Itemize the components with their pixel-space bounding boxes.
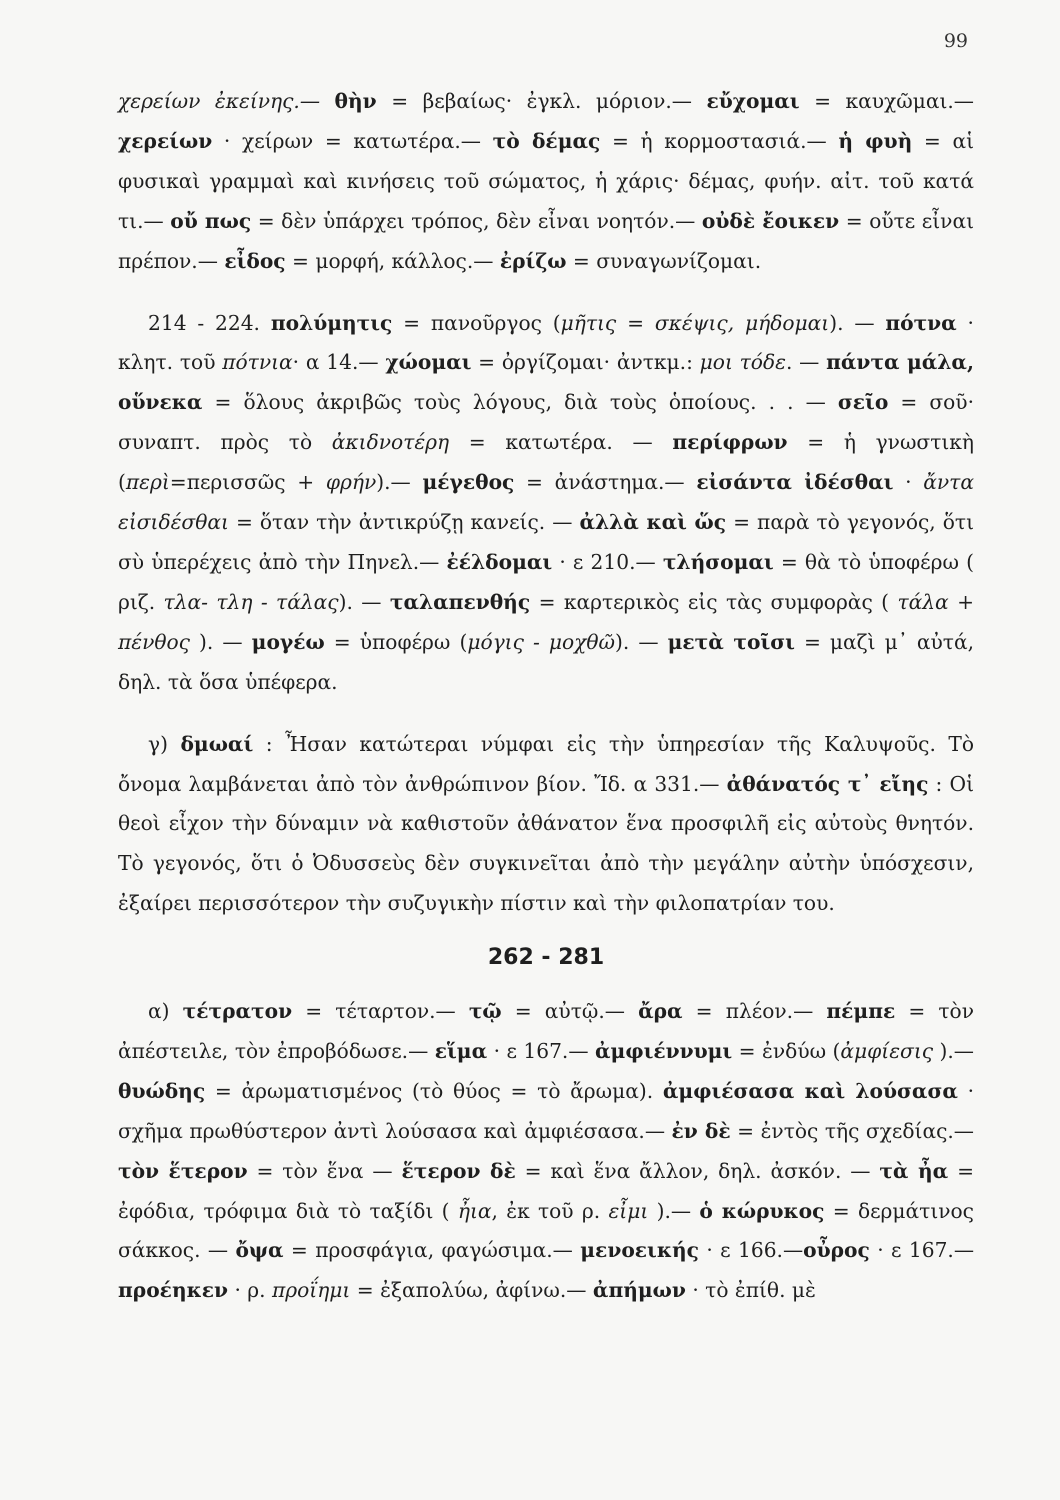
headword: ταλαπενθής bbox=[389, 589, 531, 614]
gloss-text: = βεβαίως· ἐγκλ. μόριον.— bbox=[376, 89, 707, 113]
italic-text: ἀκιδνοτέρη bbox=[331, 430, 450, 455]
gloss-text: = παρὰ τὸ γεγονός, ὅτι σὺ ὑπερέχεις ἀπὸ τὴν Πηνελ.— bbox=[118, 510, 975, 574]
gloss-text: = κατωτέρα. — bbox=[449, 430, 673, 455]
headword: χώομαι bbox=[385, 350, 472, 375]
headword: μέγεθος bbox=[422, 470, 515, 495]
gloss-text: α) bbox=[148, 999, 183, 1024]
headword: ἀθάνατός τ᾽ εἴης bbox=[726, 771, 929, 796]
paragraph-gap bbox=[118, 282, 974, 304]
headword: πάντα μάλα, οὕνεκα bbox=[118, 350, 974, 415]
headword: ἀμφιέσασα καὶ λούσασα bbox=[662, 1078, 958, 1103]
italic-text: σκέψις, μήδομαι bbox=[654, 310, 830, 335]
gloss-text: = οὔτε εἶναι πρέπον.— bbox=[118, 208, 974, 273]
gloss-text: = θὰ τὸ ὑποφέρω ( ριζ. bbox=[118, 549, 974, 614]
gloss-text: ).— bbox=[648, 1198, 700, 1223]
gloss-text: ).— bbox=[933, 1038, 974, 1063]
gloss-text: = σοῦ· συναπτ. πρὸς τὸ bbox=[118, 390, 974, 455]
italic-text: ἄντα εἰσιδέσθαι bbox=[118, 470, 974, 535]
headword: τὸ δέμας bbox=[492, 128, 601, 153]
gloss-text: ). — bbox=[829, 310, 886, 335]
gloss-text: · ε 167.— bbox=[487, 1038, 596, 1063]
gloss-text: = πανοῦργος ( bbox=[392, 310, 561, 335]
gloss-text: · τὸ ἐπίθ. μὲ bbox=[685, 1278, 816, 1303]
italic-text: μοι τόδε bbox=[699, 350, 786, 375]
italic-text: χερείων ἐκείνης.— bbox=[118, 89, 335, 113]
gloss-text: = ὀργίζομαι· ἀντκμ.: bbox=[471, 350, 700, 375]
gloss-text: : Ἦσαν κατώτεραι νύμφαι εἰς τὴν ὑπηρεσίαν τῆς Καλυψοῦς. Τὸ ὄνομα λαμβάνεται ἀπὸ τὸν ἀνθρώπινον βίον. Ἴδ. α 331.— bbox=[118, 731, 975, 796]
italic-text: ἀμφίεσις bbox=[840, 1038, 934, 1063]
gloss-text: = καυχῶμαι.— bbox=[799, 89, 974, 113]
gloss-text: · ε 166.— bbox=[698, 1238, 804, 1263]
headword: ὄψα bbox=[235, 1238, 284, 1263]
headword: ὁ κώρυκος bbox=[699, 1198, 825, 1223]
gloss-text: = ἐξαπολύω, ἀφίνω.— bbox=[350, 1278, 593, 1303]
gloss-text: · bbox=[893, 470, 924, 495]
gloss-text: = τέταρτον.— bbox=[292, 999, 469, 1024]
headword: ἐρίζω bbox=[499, 248, 567, 273]
gloss-text: = αὐτῷ.— bbox=[501, 999, 639, 1024]
gloss-text: = ὅλους ἀκριβῶς τοὺς λόγους, διὰ τοὺς ὁποίους. . . — bbox=[202, 390, 838, 415]
headword: μετὰ τοῖσι bbox=[667, 629, 795, 654]
gloss-text: · χείρων = κατωτέρα.— bbox=[212, 128, 493, 153]
gloss-text: · σχῆμα πρωθύστερον ἀντὶ λούσασα καὶ ἀμφιέσασα.— bbox=[118, 1078, 974, 1143]
headword: ἄρα bbox=[638, 999, 683, 1024]
headword: τὰ ἦα bbox=[879, 1158, 949, 1183]
gloss-text: γ) bbox=[148, 731, 181, 756]
gloss-text: = τὸν ἀπέστειλε, τὸν ἐπροβόδωσε.— bbox=[118, 999, 974, 1063]
gloss-text: = καὶ ἕνα ἄλλον, δηλ. ἀσκόν. — bbox=[515, 1158, 880, 1183]
gloss-text: . — bbox=[785, 350, 827, 375]
italic-text: τλα- τλη - τάλας bbox=[163, 589, 339, 614]
paragraph-2 bbox=[118, 304, 974, 703]
headword: ἡ φυὴ bbox=[838, 128, 913, 153]
gloss-text: = ἐφόδια, τρόφιμα διὰ τὸ ταξίδι ( bbox=[118, 1158, 974, 1223]
headword: εὔχομαι bbox=[706, 89, 800, 113]
headword: μογέω bbox=[251, 629, 325, 654]
gloss-text: ).— bbox=[376, 470, 423, 495]
gloss-text: ). — bbox=[614, 629, 668, 654]
page-body bbox=[118, 82, 974, 1311]
gloss-text: = μαζὶ μ᾽ αὐτά, δηλ. τὰ ὅσα ὑπέφερα. bbox=[118, 629, 974, 694]
paragraph-3 bbox=[118, 725, 974, 925]
paragraph-1 bbox=[118, 82, 974, 282]
gloss-text: · κλητ. τοῦ bbox=[118, 310, 974, 375]
headword: θυώδης bbox=[118, 1078, 206, 1103]
headword: ἀπήμων bbox=[592, 1278, 686, 1303]
headword: ἐν δὲ bbox=[671, 1118, 731, 1143]
gloss-text: = ἀρωματισμένος (τὸ θύος = τὸ ἄρωμα). bbox=[205, 1078, 663, 1103]
section-heading: 262 - 281 bbox=[487, 945, 605, 971]
gloss-text: · ρ. bbox=[228, 1278, 272, 1303]
gloss-text: · ε 167.— bbox=[869, 1238, 975, 1263]
headword: πότνα bbox=[885, 310, 957, 335]
gloss-text: = πλέον.— bbox=[682, 999, 827, 1024]
paragraph-4 bbox=[118, 992, 974, 1311]
headword: ἀμφιέννυμι bbox=[595, 1038, 733, 1063]
headword: εἰσάντα ἰδέσθαι bbox=[696, 470, 894, 495]
headword: περίφρων bbox=[672, 430, 788, 455]
headword: τὸν ἕτερον bbox=[118, 1158, 248, 1183]
gloss-text: = τὸν ἕνα — bbox=[247, 1158, 402, 1183]
italic-text: μόγις - μοχθῶ bbox=[467, 629, 615, 654]
gloss-text: 214 - 224. bbox=[148, 310, 271, 335]
gloss-text: = ὅταν τὴν ἀντικρύζῃ κανείς. — bbox=[228, 510, 580, 535]
gloss-text: = καρτερικὸς εἰς τὰς συμφορὰς ( bbox=[530, 589, 898, 614]
gloss-text: = δὲν ὑπάρχει τρόπος, δὲν εἶναι νοητόν.— bbox=[251, 208, 702, 233]
gloss-text: = ἐντὸς τῆς σχεδίας.— bbox=[730, 1118, 974, 1143]
gloss-text: : Οἱ θεοὶ εἶχον τὴν δύναμιν νὰ καθιστοῦν ἀθάνατον ἕνα προσφιλῆ εἰς αὐτοὺς θνητόν. Τὸ γεγονός, ὅτι ὁ Ὀδυσσεὺς δὲν συγκινεῖται ἀπὸ τὴν μεγάλην αὐτὴν ὑπόσχεσιν, ἐξαίρει περισσότερον τὴν συζυγικὴν πίστιν καὶ τὴν φιλοπατρίαν του. bbox=[118, 771, 975, 916]
gloss-text: · α 14.— bbox=[292, 350, 386, 375]
italic-text: ἦια bbox=[457, 1198, 492, 1223]
headword: πολύμητις bbox=[270, 310, 393, 335]
gloss-text: = μορφή, κάλλος.— bbox=[285, 248, 500, 273]
headword: τέτρατον bbox=[182, 999, 293, 1024]
gloss-text: = ἐνδύω ( bbox=[732, 1038, 841, 1063]
headword: τλήσομαι bbox=[662, 549, 774, 574]
italic-text: φρήν bbox=[325, 470, 377, 495]
headword: ἐέλδομαι bbox=[446, 549, 553, 574]
gloss-text: = συναγωνίζομαι. bbox=[566, 248, 762, 273]
italic-text: προΐημι bbox=[272, 1278, 351, 1303]
headword: δμωαί bbox=[180, 731, 254, 756]
headword: εἵμα bbox=[434, 1038, 488, 1063]
headword: σεῖο bbox=[837, 390, 889, 415]
headword: οὖρος bbox=[803, 1238, 870, 1263]
gloss-text: ). — bbox=[190, 629, 252, 654]
gloss-text: = ὑποφέρω ( bbox=[324, 629, 468, 654]
italic-text: μῆτις bbox=[560, 310, 617, 335]
gloss-text: = αἱ φυσικαὶ γραμμαὶ καὶ κινήσεις τοῦ σώματος, ἡ χάρις· δέμας, φυήν. αἰτ. τοῦ κατά τι.— bbox=[118, 128, 975, 233]
gloss-text: , ἐκ τοῦ ρ. bbox=[491, 1198, 609, 1223]
headword: οὔ πως bbox=[170, 208, 252, 233]
gloss-text: = ἀνάστημα.— bbox=[514, 470, 697, 495]
headword: μενοεικής bbox=[580, 1238, 699, 1263]
headword: οὐδὲ ἔοικεν bbox=[701, 208, 840, 233]
headword: εἶδος bbox=[224, 248, 286, 273]
italic-text: περὶ bbox=[125, 470, 170, 495]
headword: θὴν bbox=[334, 89, 377, 113]
gloss-text: = ἡ γνωστικὴ ( bbox=[118, 430, 974, 495]
italic-text: εἶμι bbox=[608, 1198, 649, 1223]
headword: προέηκεν bbox=[118, 1278, 229, 1303]
gloss-text: · ε 210.— bbox=[552, 549, 663, 574]
gloss-text: ). — bbox=[338, 589, 390, 614]
headword: τῷ bbox=[468, 999, 502, 1024]
gloss-text: = προσφάγια, φαγώσιμα.— bbox=[283, 1238, 581, 1263]
headword: ἀλλὰ καὶ ὥς bbox=[579, 510, 727, 535]
italic-text: πότνια bbox=[222, 350, 293, 375]
headword: χερείων bbox=[118, 128, 213, 153]
page-number: 99 bbox=[943, 30, 968, 52]
paragraph-gap bbox=[118, 703, 974, 725]
italic-text: τάλα + πένθος bbox=[118, 589, 974, 654]
headword: πέμπε bbox=[826, 999, 896, 1024]
gloss-text: =περισσῶς + bbox=[169, 470, 326, 495]
headword: ἕτερον δὲ bbox=[401, 1158, 516, 1183]
gloss-text: = bbox=[616, 310, 655, 335]
gloss-text: = δερμάτινος σάκκος. — bbox=[118, 1198, 974, 1263]
gloss-text: = ἡ κορμοστασιά.— bbox=[600, 128, 839, 153]
